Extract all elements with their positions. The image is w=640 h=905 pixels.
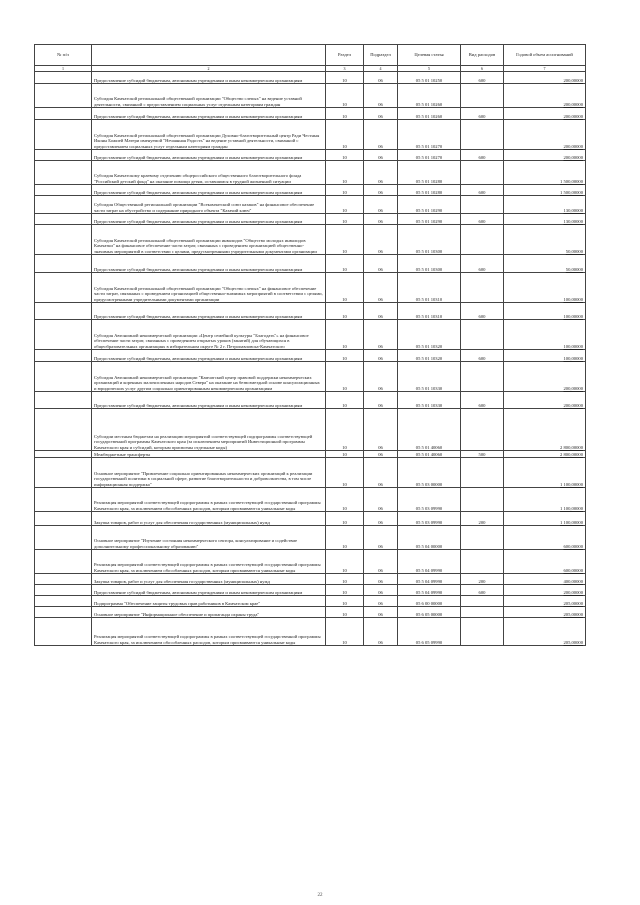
table-row	[35, 512, 586, 526]
row-subsection-cell: 06	[364, 458, 398, 488]
column-index: 1	[35, 66, 92, 72]
row-section-cell: 10	[326, 214, 364, 225]
table-row	[35, 196, 586, 214]
table-row	[35, 550, 586, 574]
row-expense-cell: 600	[461, 108, 504, 120]
row-number-cell	[35, 150, 92, 161]
row-expense-cell: 600	[461, 585, 504, 596]
table-row	[35, 320, 586, 350]
row-section-cell: 10	[326, 618, 364, 646]
row-subsection-cell: 06	[364, 84, 398, 108]
row-name-cell: Межбюджетные трансферты	[92, 451, 326, 458]
table-row	[35, 451, 586, 458]
row-target-cell: 05 5 01 10280	[398, 161, 461, 185]
row-amount-cell: 200,00000	[504, 585, 586, 596]
row-name-cell: Предоставление субсидий бюджетным, автономным учреждениям и иным некоммерческим организациям	[92, 108, 326, 120]
row-target-cell: 05 5 01 10320	[398, 350, 461, 362]
row-amount-cell: 200,00000	[504, 108, 586, 120]
row-expense-cell: 200	[461, 512, 504, 526]
row-subsection-cell: 06	[364, 618, 398, 646]
row-number-cell	[35, 255, 92, 273]
row-expense-cell: 500	[461, 451, 504, 458]
row-name-cell: Предоставление субсидий бюджетным, автономным учреждениям и иным некоммерческим организациям	[92, 585, 326, 596]
table-row	[35, 596, 586, 607]
row-amount-cell: 205,00000	[504, 618, 586, 646]
row-subsection-cell: 06	[364, 72, 398, 84]
row-number-cell	[35, 84, 92, 108]
row-number-cell	[35, 458, 92, 488]
row-target-cell: 05 5 01 10280	[398, 185, 461, 196]
table-row	[35, 161, 586, 185]
row-section-cell: 10	[326, 451, 364, 458]
row-section-cell: 10	[326, 120, 364, 150]
row-section-cell: 10	[326, 362, 364, 392]
row-name-cell: Субсидия Камчатской региональной общественной организации инвалидов "Общество молодых инвалидов Камчатки" на финансовое обеспечение части затрат, связанных с проведением организацией общественно-значимых мероприятий в соответствии с целями, предусмотренными учредительными документами организации	[92, 225, 326, 255]
row-name-cell: Субсидия Автономной некоммерческой организации "Камчатский центр правовой поддержки некоммерческих организаций и коренных малочисленных народов Севера" на оказание на безвозмездной основе консультационных и юридических услуг другим социально ориентированным некоммерческим организациям	[92, 362, 326, 392]
table-row	[35, 150, 586, 161]
header-subsection: Подраздел	[364, 45, 398, 66]
header-expense: Вид расходов	[461, 45, 504, 66]
row-name-cell: Реализация мероприятий соответствующей подпрограммы в рамках соответствующей государственной программы Камчатского края, за исключением обособленных расходов, которым присваиваются уникальные коды	[92, 618, 326, 646]
row-name-cell: Предоставление субсидий бюджетным, автономным учреждениям и иным некоммерческим организациям	[92, 185, 326, 196]
row-target-cell: 05 5 01 10330	[398, 362, 461, 392]
row-amount-cell: 2 800,00000	[504, 409, 586, 451]
row-target-cell: 05 5 04 00000	[398, 526, 461, 550]
budget-table	[34, 44, 586, 646]
row-name-cell: Реализация мероприятий соответствующей подпрограммы в рамках соответствующей государственной программы Камчатского края, за исключением обособленных расходов, которым присваиваются уникальные коды	[92, 550, 326, 574]
row-subsection-cell: 06	[364, 350, 398, 362]
table-row	[35, 362, 586, 392]
row-amount-cell: 100,00000	[504, 303, 586, 320]
row-number-cell	[35, 108, 92, 120]
row-target-cell: 05 5 01 10300	[398, 225, 461, 255]
row-number-cell	[35, 362, 92, 392]
header-num: № п/п	[35, 45, 92, 66]
table-row	[35, 488, 586, 512]
row-section-cell: 10	[326, 185, 364, 196]
row-number-cell	[35, 451, 92, 458]
row-subsection-cell: 06	[364, 196, 398, 214]
row-subsection-cell: 06	[364, 451, 398, 458]
row-section-cell: 10	[326, 303, 364, 320]
row-amount-cell: 50,00000	[504, 255, 586, 273]
row-number-cell	[35, 320, 92, 350]
row-expense-cell	[461, 196, 504, 214]
row-amount-cell: 130,00000	[504, 214, 586, 225]
row-expense-cell: 600	[461, 303, 504, 320]
row-expense-cell	[461, 225, 504, 255]
row-number-cell	[35, 488, 92, 512]
row-expense-cell	[461, 458, 504, 488]
row-expense-cell: 600	[461, 185, 504, 196]
row-subsection-cell: 06	[364, 362, 398, 392]
row-section-cell: 10	[326, 550, 364, 574]
row-amount-cell: 200,00000	[504, 72, 586, 84]
row-name-cell: Основное мероприятие "Привлечение социально ориентированных некоммерческих организаций к реализации государственной политики в социальной сфере, развитие благотворительности и добровольчества, в том числе информационная поддержка"	[92, 458, 326, 488]
row-amount-cell: 1 100,00000	[504, 512, 586, 526]
row-amount-cell: 100,00000	[504, 320, 586, 350]
row-number-cell	[35, 196, 92, 214]
row-number-cell	[35, 550, 92, 574]
table-row	[35, 409, 586, 451]
row-name-cell: Субсидия Камчатской региональной общественной организации "Общество слепых" на ведение уставной деятельности, связанной с предоставлением социальных услуг отдельным категориям граждан	[92, 84, 326, 108]
row-name-cell: Подпрограмма "Обеспечение защиты трудовых прав работников в Камчатском крае"	[92, 596, 326, 607]
row-amount-cell: 2 800,00000	[504, 451, 586, 458]
row-expense-cell: 600	[461, 255, 504, 273]
table-row	[35, 84, 586, 108]
table-row	[35, 225, 586, 255]
row-amount-cell: 100,00000	[504, 350, 586, 362]
table-row	[35, 392, 586, 409]
row-section-cell: 10	[326, 225, 364, 255]
row-amount-cell: 400,00000	[504, 574, 586, 585]
row-expense-cell	[461, 362, 504, 392]
row-expense-cell	[461, 488, 504, 512]
row-name-cell: Предоставление субсидий бюджетным, автономным учреждениям и иным некоммерческим организациям	[92, 72, 326, 84]
header-target: Целевая статья	[398, 45, 461, 66]
row-name-cell: Закупка товаров, работ и услуг для обеспечения государственных (муниципальных) нужд	[92, 574, 326, 585]
page-number: 22	[317, 893, 323, 898]
row-amount-cell: 200,00000	[504, 392, 586, 409]
row-name-cell: Основное мероприятие "Изучение состояния некоммерческого сектора, консультирование и содействие дополнительному профессиональному образованию"	[92, 526, 326, 550]
row-target-cell: 05 5 03 09990	[398, 512, 461, 526]
table-row	[35, 255, 586, 273]
row-name-cell: Субсидия Автономной некоммерческой организации «Центр семейной культуры "Благодать"» на финансовое обеспечение части затрат, связанных с проведением открытых уроков (занятий) для обучающихся в общеобразовательных организациях в избирательном округе № 2 г. Петропавловска-Камчатского	[92, 320, 326, 350]
row-target-cell: 05 5 04 09990	[398, 550, 461, 574]
table-row	[35, 120, 586, 150]
row-amount-cell: 1 100,00000	[504, 458, 586, 488]
row-section-cell: 10	[326, 273, 364, 303]
row-number-cell	[35, 214, 92, 225]
row-number-cell	[35, 350, 92, 362]
row-target-cell: 05 6 05 09990	[398, 618, 461, 646]
row-section-cell: 10	[326, 574, 364, 585]
row-target-cell: 05 5 04 09990	[398, 574, 461, 585]
row-amount-cell: 50,00000	[504, 225, 586, 255]
row-name-cell: Закупка товаров, работ и услуг для обеспечения государственных (муниципальных) нужд	[92, 512, 326, 526]
row-expense-cell: 600	[461, 214, 504, 225]
row-section-cell: 10	[326, 108, 364, 120]
row-section-cell: 10	[326, 512, 364, 526]
row-section-cell: 10	[326, 84, 364, 108]
row-name-cell: Реализация мероприятий соответствующей подпрограммы в рамках соответствующей государственной программы Камчатского края, за исключением обособленных расходов, которым присваиваются уникальные коды	[92, 488, 326, 512]
row-expense-cell	[461, 596, 504, 607]
column-index: 6	[461, 66, 504, 72]
header-section: Раздел	[326, 45, 364, 66]
row-expense-cell: 600	[461, 72, 504, 84]
row-name-cell: Основное мероприятие "Информационное обеспечение и пропаганда охраны труда"	[92, 607, 326, 618]
row-subsection-cell: 06	[364, 320, 398, 350]
row-number-cell	[35, 273, 92, 303]
table-row	[35, 618, 586, 646]
row-expense-cell	[461, 273, 504, 303]
row-expense-cell: 600	[461, 150, 504, 161]
row-name-cell: Субсидия Камчатской региональной общественной организации Духовно-благотворительный центр Ради Честныя Иконы Божией Матери именуемой "Нечаянная Радость" на ведение уставной деятельности, связанной с предоставлением социальных услуг отдельным категориям граждан	[92, 120, 326, 150]
row-name-cell: Предоставление субсидий бюджетным, автономным учреждениям и иным некоммерческим организациям	[92, 392, 326, 409]
row-subsection-cell: 06	[364, 512, 398, 526]
row-section-cell: 10	[326, 161, 364, 185]
row-name-cell: Предоставление субсидий бюджетным, автономным учреждениям и иным некоммерческим организациям	[92, 214, 326, 225]
table-row	[35, 185, 586, 196]
row-target-cell: 05 5 01 10310	[398, 273, 461, 303]
row-number-cell	[35, 585, 92, 596]
row-expense-cell: 200	[461, 574, 504, 585]
row-number-cell	[35, 618, 92, 646]
table-row	[35, 72, 586, 84]
row-amount-cell: 205,00000	[504, 607, 586, 618]
table-body	[35, 72, 586, 646]
row-number-cell	[35, 72, 92, 84]
row-target-cell: 05 5 01 10290	[398, 196, 461, 214]
table-row	[35, 108, 586, 120]
row-target-cell: 05 6 00 00000	[398, 596, 461, 607]
row-subsection-cell: 06	[364, 273, 398, 303]
header-amount: Годовой объем ассигнований	[504, 45, 586, 66]
table-row	[35, 214, 586, 225]
row-target-cell: 05 5 01 10300	[398, 255, 461, 273]
row-subsection-cell: 06	[364, 185, 398, 196]
row-expense-cell	[461, 618, 504, 646]
row-target-cell: 05 5 03 09990	[398, 488, 461, 512]
row-section-cell: 10	[326, 150, 364, 161]
row-amount-cell: 200,00000	[504, 120, 586, 150]
row-amount-cell: 1 500,00000	[504, 161, 586, 185]
row-target-cell: 05 5 01 40060	[398, 451, 461, 458]
row-subsection-cell: 06	[364, 526, 398, 550]
row-subsection-cell: 06	[364, 108, 398, 120]
row-number-cell	[35, 409, 92, 451]
row-subsection-cell: 06	[364, 120, 398, 150]
row-target-cell: 05 5 01 10270	[398, 120, 461, 150]
row-subsection-cell: 06	[364, 214, 398, 225]
row-number-cell	[35, 526, 92, 550]
row-name-cell: Предоставление субсидий бюджетным, автономным учреждениям и иным некоммерческим организациям	[92, 350, 326, 362]
table-row	[35, 574, 586, 585]
row-section-cell: 10	[326, 526, 364, 550]
row-name-cell: Субсидия Общественной региональной организации "Всекамчатский союз казаков" на финансовое обеспечение части затрат на обустройство и содержание природного объекта "Казачий ключ"	[92, 196, 326, 214]
row-section-cell: 10	[326, 320, 364, 350]
header-row	[35, 45, 586, 66]
row-amount-cell: 600,00000	[504, 550, 586, 574]
row-subsection-cell: 06	[364, 225, 398, 255]
row-subsection-cell: 06	[364, 255, 398, 273]
row-subsection-cell: 06	[364, 150, 398, 161]
row-expense-cell	[461, 161, 504, 185]
row-target-cell: 05 5 01 10290	[398, 214, 461, 225]
row-expense-cell: 600	[461, 392, 504, 409]
row-target-cell: 05 5 01 10270	[398, 150, 461, 161]
row-section-cell: 10	[326, 255, 364, 273]
table-row	[35, 607, 586, 618]
row-target-cell: 05 5 01 40060	[398, 409, 461, 451]
row-section-cell: 10	[326, 72, 364, 84]
row-target-cell: 05 5 01 10250	[398, 72, 461, 84]
row-number-cell	[35, 596, 92, 607]
header-name	[92, 45, 326, 66]
row-section-cell: 10	[326, 392, 364, 409]
row-name-cell: Субсидии местным бюджетам на реализацию мероприятий соответствующей подпрограммы соответствующей государственной программы Камчатского края (за исключением мероприятий Инвестиционной программы Камчатского края и субсидий, которым присвоены отдельные коды)	[92, 409, 326, 451]
row-target-cell: 05 6 05 00000	[398, 607, 461, 618]
row-section-cell: 10	[326, 585, 364, 596]
row-number-cell	[35, 607, 92, 618]
row-expense-cell	[461, 607, 504, 618]
row-amount-cell: 100,00000	[504, 273, 586, 303]
row-number-cell	[35, 392, 92, 409]
row-target-cell: 05 5 01 10260	[398, 84, 461, 108]
row-section-cell: 10	[326, 458, 364, 488]
row-amount-cell: 130,00000	[504, 196, 586, 214]
row-target-cell: 05 5 01 10260	[398, 108, 461, 120]
row-subsection-cell: 06	[364, 585, 398, 596]
table-row	[35, 458, 586, 488]
row-amount-cell: 205,00000	[504, 596, 586, 607]
row-amount-cell: 600,00000	[504, 526, 586, 550]
row-target-cell: 05 5 04 09990	[398, 585, 461, 596]
table-row	[35, 350, 586, 362]
row-subsection-cell: 06	[364, 161, 398, 185]
table-row	[35, 273, 586, 303]
row-number-cell	[35, 120, 92, 150]
row-amount-cell: 200,00000	[504, 84, 586, 108]
row-number-cell	[35, 512, 92, 526]
row-amount-cell: 1 500,00000	[504, 185, 586, 196]
table-row	[35, 303, 586, 320]
row-section-cell: 10	[326, 409, 364, 451]
row-subsection-cell: 06	[364, 488, 398, 512]
row-amount-cell: 1 100,00000	[504, 488, 586, 512]
column-index: 7	[504, 66, 586, 72]
row-section-cell: 10	[326, 350, 364, 362]
row-name-cell: Субсидия Камчатской региональной общественной организации "Общество слепых" на финансовое обеспечение части затрат, связанных с проведением организацией общественно-значимых мероприятий в соответствии с целями, предусмотренными учредительными документами организации	[92, 273, 326, 303]
row-number-cell	[35, 185, 92, 196]
row-section-cell: 10	[326, 607, 364, 618]
row-target-cell: 05 5 01 10330	[398, 392, 461, 409]
row-expense-cell	[461, 409, 504, 451]
row-subsection-cell: 06	[364, 392, 398, 409]
row-expense-cell	[461, 526, 504, 550]
row-expense-cell	[461, 120, 504, 150]
row-subsection-cell: 06	[364, 607, 398, 618]
row-subsection-cell: 06	[364, 596, 398, 607]
row-section-cell: 10	[326, 488, 364, 512]
row-target-cell: 05 5 03 00000	[398, 458, 461, 488]
row-subsection-cell: 06	[364, 550, 398, 574]
row-number-cell	[35, 574, 92, 585]
row-subsection-cell: 06	[364, 409, 398, 451]
row-number-cell	[35, 161, 92, 185]
row-number-cell	[35, 303, 92, 320]
column-index: 2	[92, 66, 326, 72]
row-target-cell: 05 5 01 10310	[398, 303, 461, 320]
row-expense-cell	[461, 550, 504, 574]
table-row	[35, 585, 586, 596]
row-subsection-cell: 06	[364, 574, 398, 585]
row-name-cell: Предоставление субсидий бюджетным, автономным учреждениям и иным некоммерческим организациям	[92, 303, 326, 320]
row-expense-cell	[461, 84, 504, 108]
row-number-cell	[35, 225, 92, 255]
row-expense-cell	[461, 320, 504, 350]
column-index: 5	[398, 66, 461, 72]
row-name-cell: Предоставление субсидий бюджетным, автономным учреждениям и иным некоммерческим организациям	[92, 150, 326, 161]
row-name-cell: Предоставление субсидий бюджетным, автономным учреждениям и иным некоммерческим организациям	[92, 255, 326, 273]
row-amount-cell: 200,00000	[504, 150, 586, 161]
column-index: 3	[326, 66, 364, 72]
row-amount-cell: 200,00000	[504, 362, 586, 392]
row-name-cell: Субсидия Камчатскому краевому отделению общероссийского общественного благотворительного фонда "Российский детский фонд" на оказание помощи детям, оставшимся в трудной жизненной ситуации	[92, 161, 326, 185]
row-section-cell: 10	[326, 596, 364, 607]
column-index: 4	[364, 66, 398, 72]
row-subsection-cell: 06	[364, 303, 398, 320]
table-row	[35, 526, 586, 550]
row-target-cell: 05 5 01 10320	[398, 320, 461, 350]
row-expense-cell: 600	[461, 350, 504, 362]
row-section-cell: 10	[326, 196, 364, 214]
